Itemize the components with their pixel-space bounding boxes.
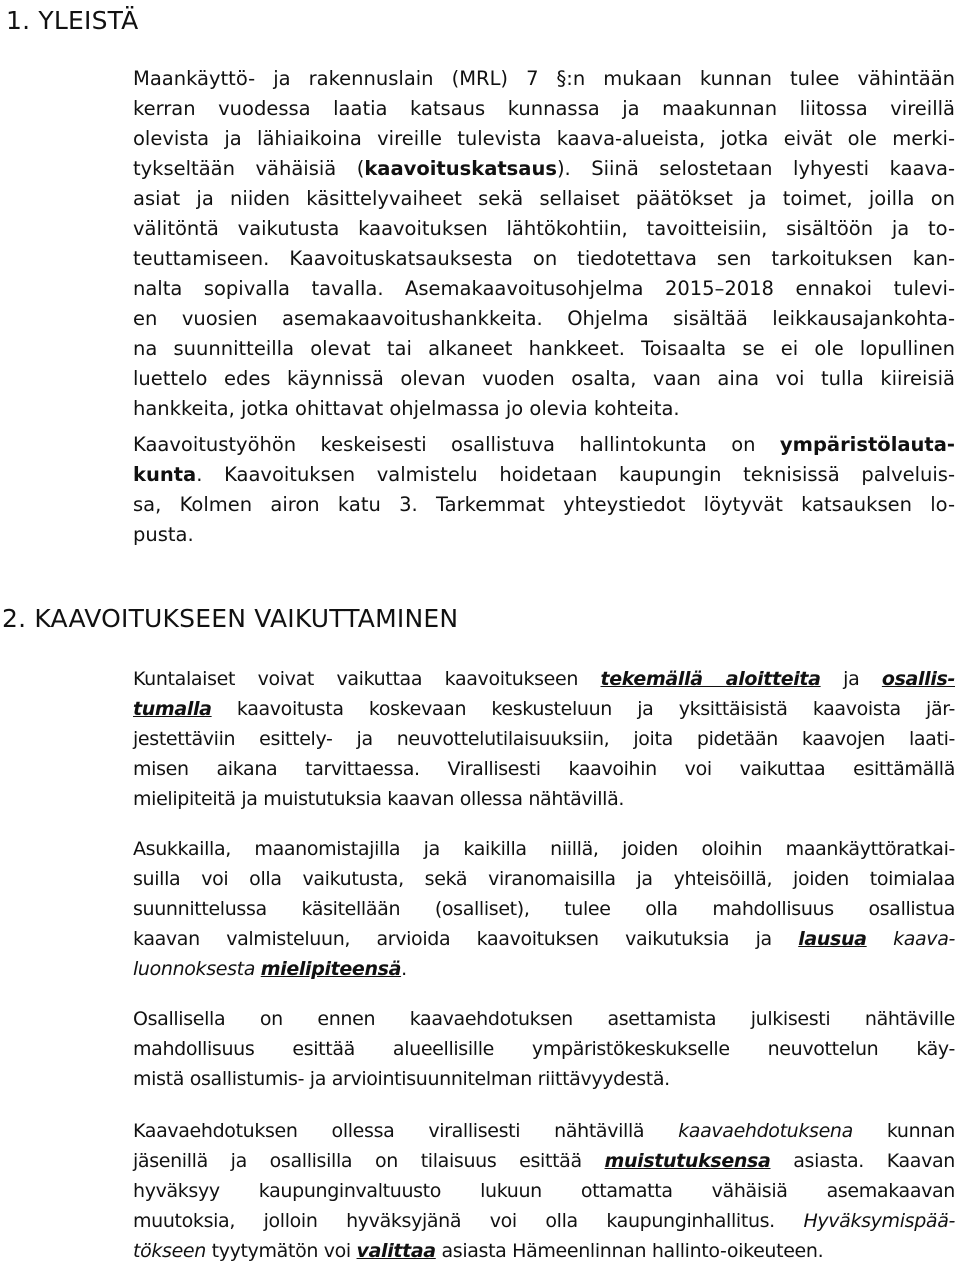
text-line: pusta. bbox=[133, 523, 194, 546]
emphasis-mielipiteensa: mielipiteensä bbox=[260, 958, 402, 980]
text-line bbox=[133, 154, 955, 184]
text-line: Asukkailla, maanomistajilla ja kaikilla niillä, joiden oloihin maankäyttöratkai- bbox=[133, 838, 955, 860]
text-run: kaavan valmisteluun, arvioida kaavoituksen vaikutuksia ja bbox=[133, 928, 799, 950]
text-line: hankkeita, jotka ohittavat ohjelmassa jo olevia kohteita. bbox=[133, 397, 680, 420]
text-line: na suunnitteilla olevat tai alkaneet hankkeet. Toisaalta se ei ole lopullinen bbox=[133, 337, 955, 360]
emphasis-muistutuksensa: muistutuksensa bbox=[604, 1150, 771, 1172]
text-run: jäsenillä ja osallisilla on tilaisuus esittää bbox=[133, 1150, 605, 1172]
text-line: nalta sopivalla tavalla. Asemakaavoitusohjelma 2015–2018 ennakoi tulevi- bbox=[133, 277, 955, 300]
text-line: suunnittelussa käsitellään (osalliset), tulee olla mahdollisuus osallistua bbox=[133, 898, 955, 920]
text-run: . bbox=[401, 958, 407, 980]
text-line: teuttamiseen. Kaavoituskatsauksesta on tiedotettava sen tarkoituksen kan- bbox=[133, 247, 955, 270]
text-line bbox=[133, 1236, 955, 1266]
text-line bbox=[133, 1146, 955, 1176]
text-line bbox=[133, 924, 955, 954]
text-line bbox=[133, 954, 955, 984]
section-heading-kaavoitukseen-vaikuttaminen: 2. KAAVOITUKSEEN VAIKUTTAMINEN bbox=[2, 604, 459, 633]
text-line bbox=[133, 1116, 955, 1146]
text-run: tykseltään vähäisiä ( bbox=[133, 157, 365, 180]
text-line: hyväksyy kaupunginvaltuusto lukuun ottamatta vähäisiä asemakaavan bbox=[133, 1180, 955, 1202]
text-run: asiasta. Kaavan bbox=[770, 1150, 955, 1172]
paragraph-asukkailla bbox=[133, 834, 955, 984]
bold-term-ymparistolautakunta: ympäristölauta- bbox=[779, 433, 955, 456]
text-run: Kuntalaiset voivat vaikuttaa kaavoitukseen bbox=[133, 668, 601, 690]
text-run: Kaavoitustyöhön keskeisesti osallistuva hallintokunta on bbox=[133, 433, 780, 456]
text-run: kunnan bbox=[852, 1120, 955, 1142]
text-line: olevista ja lähiaikoina vireille tulevista kaava-alueista, jotka eivät ole merki- bbox=[133, 127, 955, 150]
text-line: jestettäviin esittely- ja neuvottelutilaisuuksiin, joita pidetään kaavojen laati- bbox=[133, 728, 955, 750]
text-run bbox=[867, 928, 893, 950]
text-line bbox=[133, 694, 955, 724]
paragraph-kuntalaiset bbox=[133, 664, 955, 814]
bold-term-kaavoituskatsaus: kaavoituskatsaus bbox=[364, 157, 557, 180]
text-line: Maankäyttö- ja rakennuslain (MRL) 7 §:n mukaan kunnan tulee vähintään bbox=[133, 67, 955, 90]
italic-hyvaksymispaatokseen-start: Hyväksymispää- bbox=[803, 1210, 955, 1232]
text-run: ). Siinä selostetaan lyhyesti kaava- bbox=[556, 157, 955, 180]
text-line: sa, Kolmen airon katu 3. Tarkemmat yhteystiedot löytyvät katsauksen lo- bbox=[133, 493, 955, 516]
text-run: muutoksia, jolloin hyväksyjänä voi olla kaupunginhallitus. bbox=[133, 1210, 804, 1232]
emphasis-valittaa: valittaa bbox=[356, 1240, 436, 1262]
emphasis-lausua: lausua bbox=[798, 928, 867, 950]
text-line: luettelo edes käynnissä olevan vuoden osalta, vaan aina voi tulla kiireisiä bbox=[133, 367, 955, 390]
text-line: kerran vuodessa laatia katsaus kunnassa ja maakunnan liitossa vireillä bbox=[133, 97, 955, 120]
text-line bbox=[133, 1206, 955, 1236]
emphasis-osallistumalla-end: tumalla bbox=[133, 698, 212, 720]
text-line: en vuosien asemakaavoitushankkeita. Ohjelma sisältää leikkausajankohta- bbox=[133, 307, 955, 330]
text-line: välitöntä vaikutusta kaavoituksen lähtökohtiin, tavoitteisiin, sisältöön ja to- bbox=[133, 217, 955, 240]
text-run: asiasta Hämeenlinnan hallinto-oikeuteen. bbox=[435, 1240, 824, 1262]
text-line: mistä osallistumis- ja arviointisuunnitelman riittävyydestä. bbox=[133, 1068, 670, 1090]
italic-kaavaluonnoksesta-start: kaava- bbox=[893, 928, 955, 950]
text-line: mielipiteitä ja muistutuksia kaavan ollessa nähtävillä. bbox=[133, 788, 625, 810]
text-line bbox=[133, 430, 955, 460]
text-run: Kaavaehdotuksen ollessa virallisesti nähtävillä bbox=[133, 1120, 679, 1142]
text-run: tyytymätön voi bbox=[205, 1240, 357, 1262]
text-run: . Kaavoituksen valmistelu hoidetaan kaupungin teknisissä palveluis- bbox=[196, 463, 955, 486]
text-line: mahdollisuus esittää alueellisille ympäristökeskukselle neuvottelun käy- bbox=[133, 1038, 955, 1060]
text-line bbox=[133, 460, 955, 490]
paragraph-mrl bbox=[133, 64, 955, 424]
paragraph-osallisella bbox=[133, 1004, 955, 1094]
text-run: kaavoitusta koskevaan keskusteluun ja yksittäisistä kaavoista jär- bbox=[211, 698, 955, 720]
bold-term-kunta: kunta bbox=[133, 463, 197, 486]
paragraph-kaavaehdotus bbox=[133, 1116, 955, 1266]
text-line: misen aikana tarvittaessa. Virallisesti kaavoihin voi vaikuttaa esittämällä bbox=[133, 758, 955, 780]
emphasis-osallistumalla-start: osallis- bbox=[881, 668, 955, 690]
italic-kaavaehdotuksena: kaavaehdotuksena bbox=[678, 1120, 853, 1142]
text-line bbox=[133, 664, 955, 694]
text-line: asiat ja niiden käsittelyvaiheet sekä sellaiset päätökset ja toimet, joilla on bbox=[133, 187, 955, 210]
text-line: Osallisella on ennen kaavaehdotuksen asettamista julkisesti nähtäville bbox=[133, 1008, 955, 1030]
emphasis-tekemalla-aloitteita: tekemällä aloitteita bbox=[600, 668, 821, 690]
paragraph-hallintokunta bbox=[133, 430, 955, 550]
text-line: suilla voi olla vaikutusta, sekä viranomaisilla ja yhteisöillä, joiden toimialaa bbox=[133, 868, 955, 890]
text-run: ja bbox=[820, 668, 882, 690]
italic-hyvaksymispaatokseen-end: tökseen bbox=[133, 1240, 206, 1262]
section-heading-yleista: 1. YLEISTÄ bbox=[6, 6, 139, 35]
italic-kaavaluonnoksesta-end: luonnoksesta bbox=[133, 958, 256, 980]
